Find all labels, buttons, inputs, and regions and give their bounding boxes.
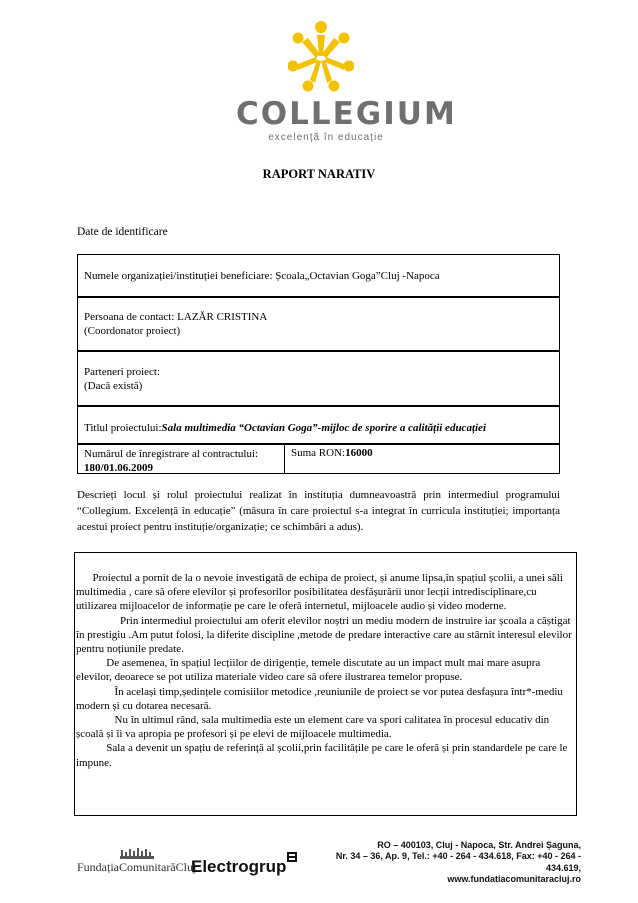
- narrative-paragraph: Prin intermediul proiectului am oferit elevilor noștri un mediu modern de instruire iar școala a câștigat în prestigiu .Am putut folosi, la diferite discipline ,metode de predare interactive care au stârnit interesul elevilor pentru noțiunile predate.: [76, 614, 572, 656]
- partners-field: Parteneri proiect:: [84, 366, 161, 378]
- narrative-paragraph: De asemenea, în spațiul lecțiilor de dirigenție, temele discutate au un impact mult mai mare asupra elevilor, deoarece se pot utiliza materiale video care să ofere ilustrarea temelor propuse.: [76, 657, 541, 684]
- address-line: Nr. 34 – 36, Ap. 9, Tel.: +40 - 264 - 434.618, Fax: +40 - 264 - 434.619,: [335, 851, 581, 873]
- contract-row: [77, 444, 560, 474]
- partners-field-box: [77, 351, 560, 406]
- website-link[interactable]: www.fundatiacomunitaracluj.ro: [447, 874, 581, 885]
- project-title-value: Sala multimedia “Octavian Goga”-mijloc de sporire a calității educației: [161, 422, 486, 434]
- project-title-label: Titlul proiectului:: [84, 422, 162, 434]
- narrative-box: [74, 552, 577, 816]
- org-field-box: [77, 254, 560, 297]
- contract-value: 180/01.06.2009: [84, 462, 154, 474]
- narrative-paragraph: În același timp,ședințele comisiilor metodice ,reuniunile de proiect se vor putea desfașura într*-mediu modern și cu dotarea necesară.: [76, 685, 563, 712]
- sum-label: Suma RON:: [291, 447, 346, 459]
- narrative-paragraph: Sala a devenit un spațiu de referință al școlii,prin facilitățile pe care le oferă și prin standardele pe care le impune.: [76, 742, 568, 769]
- crown-icon: [120, 848, 154, 860]
- narrative-paragraph: Nu în ultimul rând, sala multimedia este un element care va spori calitatea în procesul educativ din școală și îi va apropia pe profesori și pe elevi de mijloacele multimedia.: [76, 714, 550, 741]
- contact-field-box: [77, 297, 560, 351]
- collegium-logo: [236, 20, 457, 143]
- footer-address: [316, 840, 581, 886]
- contract-label: Numărul de înregistrare al contractului:: [84, 448, 259, 460]
- sum-cell: [285, 445, 559, 473]
- foundation-name: FundațiaComunitarăCluj: [77, 860, 197, 874]
- logo-wordmark: COLLEGIUM: [236, 96, 457, 132]
- star-figure-icon: [288, 20, 354, 94]
- address-line: RO – 400103, Cluj - Napoca, Str. Andrei Șaguna,: [377, 840, 581, 850]
- contact-role: (Coordonator proiect): [84, 325, 181, 337]
- section-label: Date de identificare: [77, 226, 168, 238]
- contract-cell: [78, 445, 285, 473]
- sum-value: 16000: [345, 447, 373, 459]
- project-title-box: [77, 406, 560, 444]
- partners-note: (Dacă există): [84, 380, 143, 392]
- narrative-paragraph: Proiectul a pornit de la o nevoie investigată de echipa de proiect, și anume lipsa,în spațiul școlii, a unei săli multimedia , care să ofere elevilor și profesorilor posibilitatea desfășurării unor lecții intredisciplinare,cu utilizarea mijloacelor de informație pe care le oferă internetul, mijloacele audio și video moderne.: [76, 572, 563, 613]
- logo-tagline: excelență în educație: [268, 132, 384, 143]
- sponsor-name: Electrogrup: [191, 857, 287, 876]
- description-prompt: Descrieți locul și rolul proiectului realizat în instituția dumneavoastră prin intermediul programului “Collegium. Excelență în educație” (măsura în care proiectul s-a integrat în curricula instituției; importanța acestui proiect pentru instituție/organizație; ce schimbări a adus).: [77, 489, 560, 533]
- contact-field: Persoana de contact: LAZĂR CRISTINA: [84, 311, 268, 323]
- electrogrup-mark-icon: [287, 852, 297, 862]
- org-field: Numele organizației/instituției beneficiare: Școala„Octavian Goga”Cluj -Napoca: [84, 270, 440, 282]
- page-title: RAPORT NARATIV: [262, 167, 376, 181]
